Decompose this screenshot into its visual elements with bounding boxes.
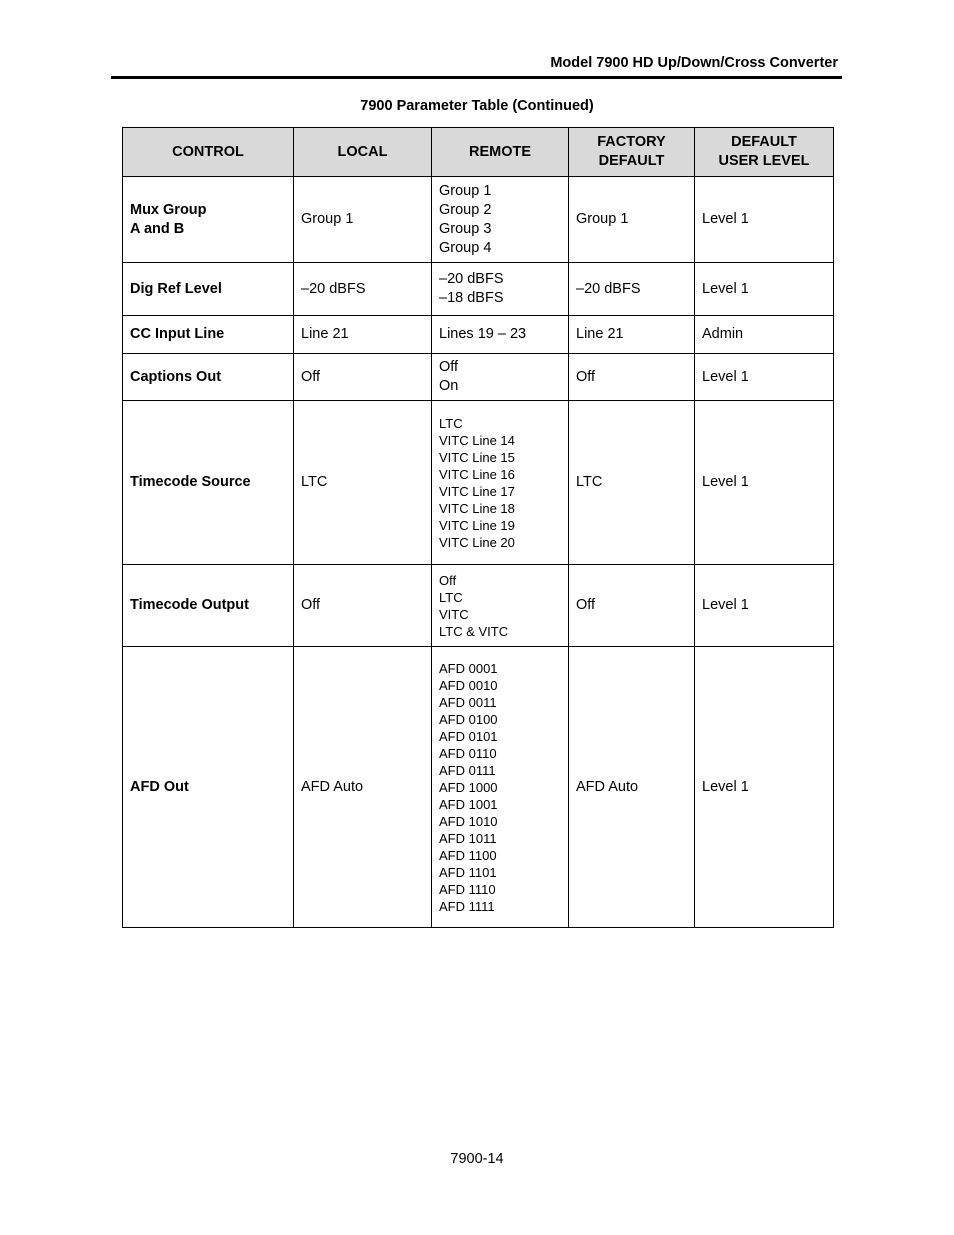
remote-option: On: [439, 378, 459, 394]
remote-option: AFD 1010: [439, 813, 498, 829]
header-rule: [111, 76, 842, 79]
table-row: [123, 177, 834, 263]
remote-option: Group 3: [439, 220, 492, 237]
remote-option: AFD 0111: [439, 762, 496, 778]
remote-cell: [432, 177, 569, 263]
control-cell: Dig Ref Level: [123, 263, 294, 316]
remote-option: VITC Line 16: [439, 466, 515, 482]
remote-option: AFD 1000: [439, 779, 498, 795]
local-cell: LTC: [294, 401, 432, 565]
control-cell: Timecode Output: [123, 565, 294, 647]
remote-cell: [432, 316, 569, 354]
user-level-cell: Level 1: [695, 354, 834, 401]
user-level-cell: Level 1: [695, 647, 834, 928]
remote-option: LTC: [439, 589, 463, 605]
user-level-cell: Level 1: [695, 565, 834, 647]
table-row: [123, 316, 834, 354]
running-header: Model 7900 HD Up/Down/Cross Converter: [550, 55, 838, 71]
factory-default-cell: LTC: [569, 401, 695, 565]
table-row: [123, 354, 834, 401]
local-cell: Group 1: [294, 177, 432, 263]
factory-default-cell: AFD Auto: [569, 647, 695, 928]
remote-option: LTC: [439, 415, 463, 431]
remote-option: VITC Line 15: [439, 449, 515, 465]
remote-cell: [432, 401, 569, 565]
local-cell: Off: [294, 565, 432, 647]
column-header-local: LOCAL: [294, 128, 432, 177]
factory-default-cell: Off: [569, 565, 695, 647]
remote-option: VITC Line 19: [439, 517, 515, 533]
control-cell: CC Input Line: [123, 316, 294, 354]
remote-option: VITC Line 17: [439, 483, 515, 499]
remote-option: AFD 0010: [439, 677, 498, 693]
remote-option: AFD 0110: [439, 745, 497, 761]
local-cell: AFD Auto: [294, 647, 432, 928]
user-level-cell: Level 1: [695, 177, 834, 263]
factory-default-cell: Off: [569, 354, 695, 401]
remote-option: LTC & VITC: [439, 623, 509, 639]
table-row: [123, 565, 834, 647]
page-number: 7900-14: [450, 1151, 504, 1167]
remote-option: VITC: [439, 606, 469, 622]
user-level-cell: Level 1: [695, 263, 834, 316]
table-row: [123, 647, 834, 928]
remote-option: AFD 1100: [439, 847, 497, 863]
control-cell: Mux Group A and B: [123, 177, 294, 263]
remote-option: –20 dBFS: [439, 271, 504, 287]
remote-cell: [432, 263, 569, 316]
remote-cell: [432, 565, 569, 647]
factory-default-cell: –20 dBFS: [569, 263, 695, 316]
table-header-row: [123, 128, 834, 177]
remote-cell: [432, 354, 569, 401]
column-header-factory-default: FACTORY DEFAULT: [569, 128, 695, 177]
control-cell: Captions Out: [123, 354, 294, 401]
remote-option: AFD 0011: [439, 694, 497, 710]
column-header-default-user-level: DEFAULT USER LEVEL: [695, 128, 834, 177]
local-cell: Line 21: [294, 316, 432, 354]
remote-option: Group 1: [439, 182, 492, 199]
remote-option: VITC Line 20: [439, 534, 515, 550]
remote-option: VITC Line 14: [439, 432, 515, 448]
remote-option: AFD 1011: [439, 830, 497, 846]
user-level-cell: Admin: [695, 316, 834, 354]
remote-option: AFD 0100: [439, 711, 498, 727]
user-level-cell: Level 1: [695, 401, 834, 565]
remote-option: AFD 0001: [439, 660, 498, 676]
local-cell: Off: [294, 354, 432, 401]
remote-option: AFD 1110: [439, 881, 496, 897]
remote-option: Lines 19 – 23: [439, 326, 527, 342]
remote-cell: [432, 647, 569, 928]
control-cell: Timecode Source: [123, 401, 294, 565]
remote-option: AFD 1001: [439, 796, 498, 812]
factory-default-cell: Group 1: [569, 177, 695, 263]
remote-option: AFD 1101: [439, 864, 497, 880]
remote-option: Off: [439, 359, 459, 375]
factory-default-cell: Line 21: [569, 316, 695, 354]
table-row: [123, 263, 834, 316]
remote-option: –18 dBFS: [439, 290, 504, 306]
remote-option: AFD 1111: [439, 898, 495, 914]
control-cell: AFD Out: [123, 647, 294, 928]
remote-option: Group 4: [439, 239, 492, 256]
parameter-table: [122, 127, 834, 928]
column-header-control: CONTROL: [123, 128, 294, 177]
remote-option: AFD 0101: [439, 728, 498, 744]
remote-option: VITC Line 18: [439, 500, 515, 516]
remote-option: Group 2: [439, 201, 492, 218]
remote-option: Off: [439, 572, 457, 588]
table-caption: 7900 Parameter Table (Continued): [360, 98, 594, 114]
table-row: [123, 401, 834, 565]
column-header-remote: REMOTE: [432, 128, 569, 177]
local-cell: –20 dBFS: [294, 263, 432, 316]
